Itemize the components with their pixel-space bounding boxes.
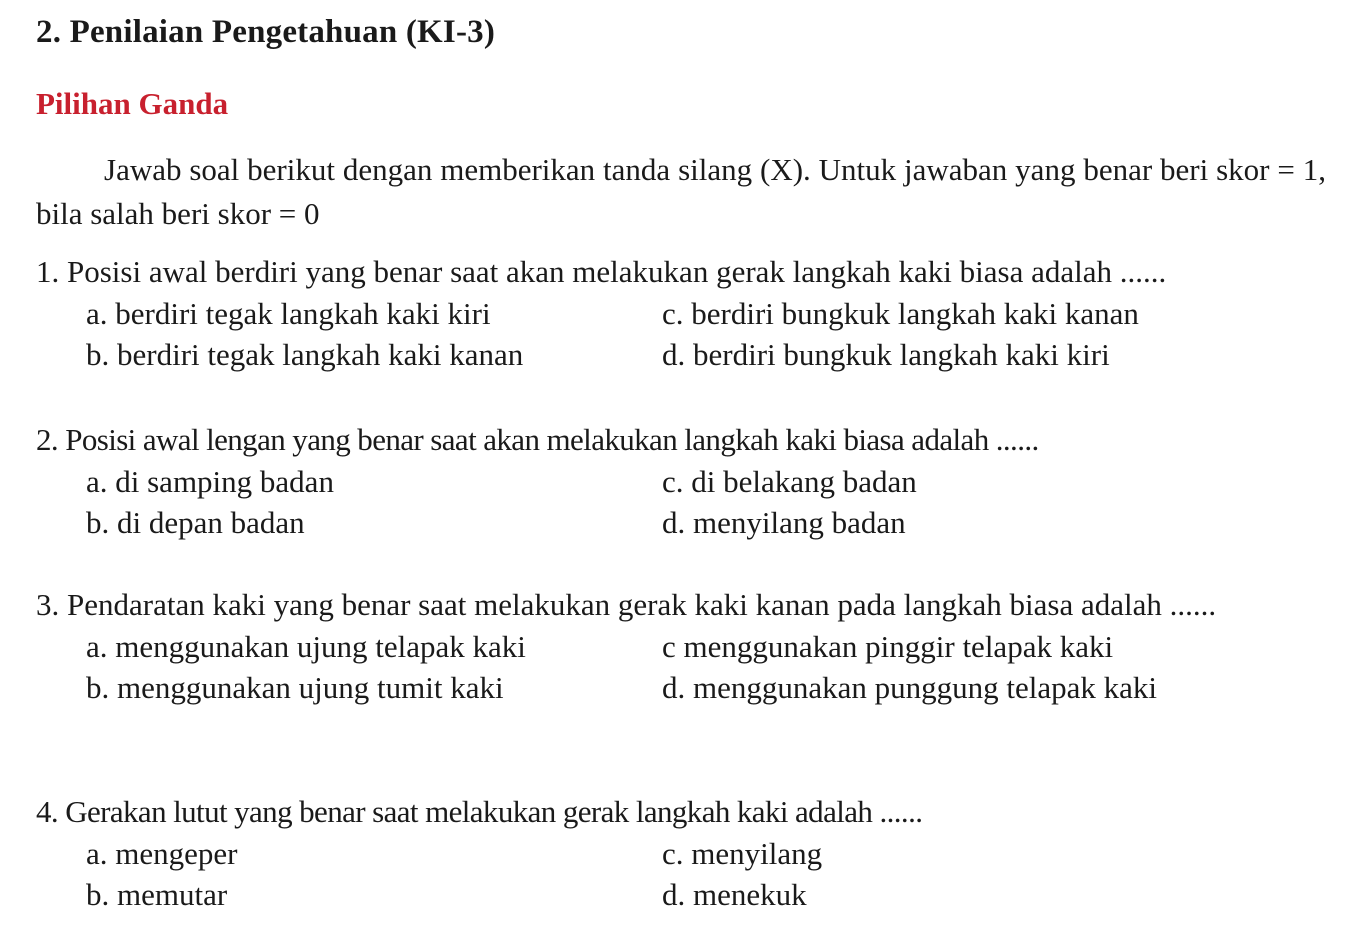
subtitle: Pilihan Ganda bbox=[36, 86, 229, 121]
option-c: c. di belakang badan bbox=[662, 464, 917, 499]
options-grid bbox=[36, 833, 1326, 915]
options-grid bbox=[36, 293, 1326, 375]
question-stem: 1. Posisi awal berdiri yang benar saat akan melakukan gerak langkah kaki biasa adalah ...... bbox=[36, 254, 1167, 289]
option-d: d. berdiri bungkuk langkah kaki kiri bbox=[662, 337, 1110, 372]
option-c: c. menyilang bbox=[662, 836, 823, 871]
option-a: a. menggunakan ujung telapak kaki bbox=[86, 629, 526, 664]
option-b: b. berdiri tegak langkah kaki kanan bbox=[86, 337, 524, 372]
question-3 bbox=[36, 583, 1326, 708]
question-1 bbox=[36, 250, 1326, 375]
option-d: d. menekuk bbox=[662, 877, 807, 912]
options-grid bbox=[36, 626, 1326, 708]
option-c: c menggunakan pinggir telapak kaki bbox=[662, 629, 1114, 664]
option-d: d. menyilang badan bbox=[662, 505, 906, 540]
options-grid bbox=[36, 461, 1326, 543]
question-stem: 2. Posisi awal lengan yang benar saat akan melakukan langkah kaki biasa adalah ...... bbox=[36, 422, 1039, 457]
option-b: b. memutar bbox=[86, 877, 228, 912]
option-a: a. di samping badan bbox=[86, 464, 334, 499]
question-stem: 4. Gerakan lutut yang benar saat melakukan gerak langkah kaki adalah ...... bbox=[36, 794, 923, 829]
instructions: Jawab soal berikut dengan memberikan tanda silang (X). Untuk jawaban yang benar beri skor = 1, bila salah beri skor = 0 bbox=[36, 152, 1326, 231]
option-a: a. berdiri tegak langkah kaki kiri bbox=[86, 296, 491, 331]
section-title: 2. Penilaian Pengetahuan (KI-3) bbox=[36, 14, 496, 50]
question-4 bbox=[36, 790, 1326, 915]
option-c: c. berdiri bungkuk langkah kaki kanan bbox=[662, 296, 1139, 331]
question-2 bbox=[36, 418, 1326, 543]
option-a: a. mengeper bbox=[86, 836, 238, 871]
option-b: b. menggunakan ujung tumit kaki bbox=[86, 670, 504, 705]
question-stem: 3. Pendaratan kaki yang benar saat melakukan gerak kaki kanan pada langkah biasa adalah ...... bbox=[36, 587, 1217, 622]
option-d: d. menggunakan punggung telapak kaki bbox=[662, 670, 1158, 705]
option-b: b. di depan badan bbox=[86, 505, 305, 540]
